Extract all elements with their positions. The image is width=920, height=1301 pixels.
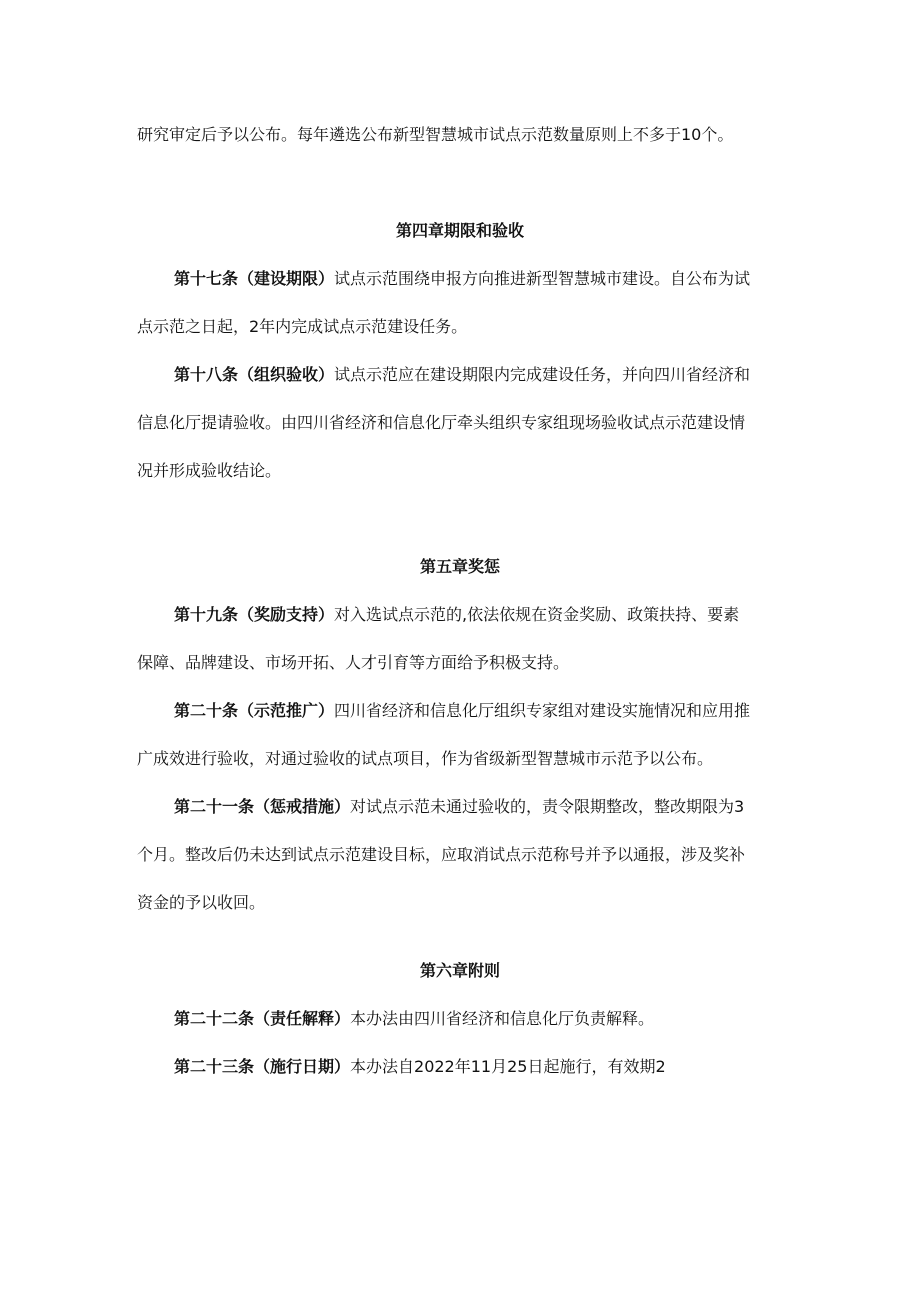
article-17-line-1 bbox=[174, 268, 750, 290]
article-22-text: 本办法由四川省经济和信息化厅负责解释。 bbox=[350, 1009, 655, 1028]
article-21-heading: 第二十一条（惩戒措施） bbox=[174, 797, 351, 816]
chapter-5-title: 第五章奖惩 bbox=[419, 557, 500, 576]
article-19-text: 对入选试点示范的,依法依规在资金奖励、政策扶持、要素 bbox=[334, 605, 740, 624]
article-23-text: 本办法自2022年11月25日起施行，有效期2 bbox=[350, 1057, 666, 1076]
article-20-line-1 bbox=[174, 700, 750, 722]
article-23-heading: 第二十三条（施行日期） bbox=[174, 1057, 351, 1076]
article-18-text: 试点示范应在建设期限内完成建设任务，并向四川省经济和 bbox=[334, 365, 751, 384]
article-21-text: 对试点示范未通过验收的，责令限期整改，整改期限为3 bbox=[350, 797, 745, 816]
article-20-text: 四川省经济和信息化厅组织专家组对建设实施情况和应用推 bbox=[334, 701, 751, 720]
article-18-line-1 bbox=[174, 364, 750, 386]
article-18-line-3: 况并形成验收结论。 bbox=[137, 461, 282, 480]
article-20-heading: 第二十条（示范推广） bbox=[174, 701, 335, 720]
paragraph-line: 研究审定后予以公布。每年遴选公布新型智慧城市试点示范数量原则上不多于10个。 bbox=[137, 125, 734, 144]
article-21-line-1 bbox=[174, 796, 744, 818]
article-18-line-2: 信息化厅提请验收。由四川省经济和信息化厅牵头组织专家组现场验收试点示范建设情 bbox=[137, 413, 746, 432]
article-19-heading: 第十九条（奖励支持） bbox=[174, 605, 335, 624]
article-19-line-2: 保障、品牌建设、市场开拓、人才引育等方面给予积极支持。 bbox=[137, 653, 570, 672]
article-19-line-1 bbox=[174, 604, 739, 626]
chapter-4-title: 第四章期限和验收 bbox=[395, 221, 524, 240]
article-21-line-3: 资金的予以收回。 bbox=[137, 893, 266, 912]
article-22-line-1 bbox=[174, 1008, 654, 1030]
article-20-line-2: 广成效进行验收，对通过验收的试点项目，作为省级新型智慧城市示范予以公布。 bbox=[137, 749, 714, 768]
article-17-line-2: 点示范之日起，2年内完成试点示范建设任务。 bbox=[137, 317, 468, 336]
article-22-heading: 第二十二条（责任解释） bbox=[174, 1009, 351, 1028]
chapter-6-title: 第六章附则 bbox=[419, 961, 500, 980]
article-21-line-2: 个月。整改后仍未达到试点示范建设目标，应取消试点示范称号并予以通报，涉及奖补 bbox=[137, 845, 746, 864]
article-23-line-1 bbox=[174, 1056, 666, 1078]
article-18-heading: 第十八条（组织验收） bbox=[174, 365, 335, 384]
article-17-heading: 第十七条（建设期限） bbox=[174, 269, 335, 288]
article-17-text: 试点示范围绕申报方向推进新型智慧城市建设。自公布为试 bbox=[334, 269, 751, 288]
